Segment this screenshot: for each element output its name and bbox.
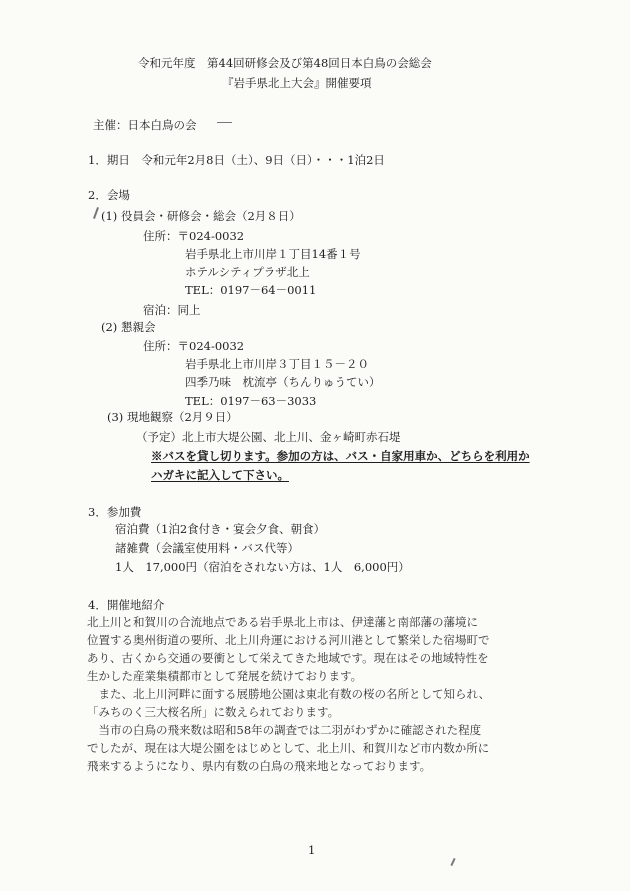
venue2-tel: TEL：0197－63－3033 [185, 394, 317, 408]
venue2-address-label: 住所：〒024-0032 [143, 339, 245, 353]
title-line-1: 令和元年度 第44回研修会及び第48回日本白鳥の会総会 [138, 56, 432, 70]
intro-paragraph-line: でしたが、現在は大堤公園をはじめとして、北上川、和賀川など市内数か所に [87, 741, 490, 755]
intro-paragraph-line: 「みちのく三大桜名所」に数えられております。 [87, 705, 340, 719]
venue3-heading: (3) 現地観察（2月９日） [107, 410, 238, 424]
intro-paragraph-line: 生かした産業集積都市として発展を続けております。 [87, 669, 363, 683]
venue1-address-label: 住所：〒024-0032 [143, 229, 245, 243]
title-line-2: 『岩手県北上大会』開催要項 [222, 76, 372, 90]
bus-note-line-1: ※バスを貸し切ります。参加の方は、バス・自家用車か、どちらを利用か [151, 449, 530, 463]
venue2-heading: (2) 懇親会 [101, 320, 156, 334]
fee-line-2: 諸雑費（会議室使用料・バス代等） [115, 541, 299, 555]
date-line: 1．期日 令和元年2月8日（土）、9日（日）・・・1泊2日 [88, 153, 385, 167]
intro-heading: 4．開催地紹介 [88, 598, 165, 612]
fee-heading: 3．参加費 [88, 505, 142, 519]
intro-paragraph-line: 北上川と和賀川の合流地点である岩手県北上市は、伊達藩と南部藩の藩境に [87, 615, 478, 629]
venue-heading: 2．会場 [88, 188, 130, 202]
scan-mark [217, 122, 232, 123]
intro-paragraph-line: 位置する奥州街道の要所、北上川舟運における河川港として繁栄した宿場町で [87, 633, 490, 647]
intro-paragraph-line: 当市の白鳥の飛来数は昭和58年の調査では二羽がわずかに確認された程度 [87, 723, 482, 737]
page-number: 1 [308, 843, 316, 857]
organizer-line: 主催：日本白鳥の会 [93, 118, 197, 132]
venue3-plan: （予定）北上市大堤公園、北上川、金ヶ崎町赤石堤 [136, 430, 401, 444]
venue1-stay: 宿泊：同上 [143, 303, 201, 317]
venue1-tel: TEL：0197－64－0011 [185, 283, 317, 297]
venue2-address-line-2: 四季乃味 枕流亭（ちんりゅうてい） [185, 375, 381, 389]
intro-paragraph-line: 飛来するようになり、県内有数の白鳥の飛来地となっております。 [87, 759, 432, 773]
fee-line-1: 宿泊費（1泊2食付き・宴会夕食、朝食） [115, 522, 326, 536]
scan-mark [450, 858, 455, 866]
venue1-address-line-1: 岩手県北上市川岸１丁目14番１号 [185, 247, 361, 261]
venue2-address-line-1: 岩手県北上市川岸３丁目１５－２０ [185, 357, 369, 371]
intro-paragraph-line: また、北上川河畔に面する展勝地公園は東北有数の桜の名所として知られ、 [87, 687, 491, 701]
venue1-heading: (1) 役員会・研修会・総会（2月８日） [101, 209, 301, 223]
fee-line-3: 1人 17,000円（宿泊をされない方は、1人 6,000円） [115, 560, 410, 574]
intro-paragraph-line: あり、古くから交通の要衝として栄えてきた地域です。現在はその地域特性を [87, 651, 489, 665]
bus-note-line-2: ハガキに記入して下さい。 [151, 468, 289, 482]
bracket-mark [93, 207, 99, 219]
venue1-address-line-2: ホテルシティプラザ北上 [185, 265, 310, 279]
